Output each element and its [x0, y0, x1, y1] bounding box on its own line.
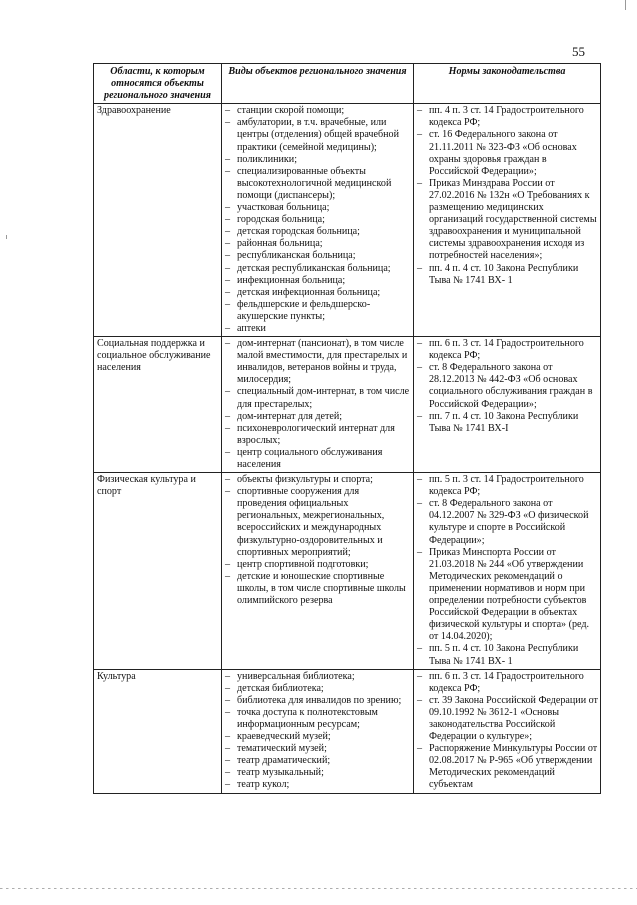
legal-norm-item: – Распоряжение Минкультуры России от 02.08.2017 № Р-965 «Об утверждении Методических рекомендаций субъектам	[417, 743, 598, 791]
object-type-item: – аптеки	[225, 323, 411, 335]
object-types-list	[225, 338, 411, 471]
object-type-item: – детские и юношеские спортивные школы, в том числе спортивные школы олимпийского резерва	[225, 571, 411, 607]
object-type-item: – фельдшерские и фельдшерско-акушерские пункты;	[225, 299, 411, 323]
legal-norm-item: – Приказ Минздрава России от 27.02.2016 № 132н «О Требованиях к размещению медицинских организаций государственной системы здравоохранения и муниципальной системы здравоохранения исходя из потребностей населения»;	[417, 178, 598, 263]
legal-norm-item: – пп. 6 п. 3 ст. 14 Градостроительного кодекса РФ;	[417, 671, 598, 695]
scan-edge-mark	[625, 0, 626, 10]
legal-norms-list	[417, 338, 598, 435]
object-type-item: – библиотека для инвалидов по зрению;	[225, 695, 411, 707]
legal-norm-item: – Приказ Минспорта России от 21.03.2018 № 244 «Об утверждении Методических рекомендаций о применении нормативов и норм при определении потребности субъектов Российской Федерации в объектах физической культуры и спорта» (ред. от 14.04.2020);	[417, 547, 598, 644]
row-healthcare	[94, 104, 601, 337]
object-type-item: – центр спортивной подготовки;	[225, 559, 411, 571]
legal-norm-item: – ст. 39 Закона Российской Федерации от 09.10.1992 № 3612-1 «Основы законодательства Российской Федерации о культуре»;	[417, 695, 598, 743]
object-type-item: – станции скорой помощи;	[225, 105, 411, 117]
object-types-cell	[222, 337, 414, 473]
object-type-item: – точка доступа к полнотекстовым информационным ресурсам;	[225, 707, 411, 731]
object-type-item: – поликлиники;	[225, 154, 411, 166]
object-type-item: – амбулатории, в т.ч. врачебные, или центры (отделения) общей врачебной практики (семейной медицины);	[225, 117, 411, 153]
legal-norm-item: – пп. 4 п. 3 ст. 14 Градостроительного кодекса РФ;	[417, 105, 598, 129]
object-types-cell	[222, 669, 414, 793]
object-types-list	[225, 474, 411, 607]
scan-edge-mark	[6, 235, 7, 239]
legal-norms-list	[417, 105, 598, 286]
object-type-item: – детская городская больница;	[225, 226, 411, 238]
object-type-item: – спортивные сооружения для проведения официальных региональных, межрегиональных, всероссийских и международных физкультурно-оздоровительных и спортивных мероприятий;	[225, 486, 411, 559]
page-number: 55	[572, 44, 585, 59]
row-physical-culture	[94, 473, 601, 670]
object-type-item: – инфекционная больница;	[225, 275, 411, 287]
object-type-item: – психоневрологический интернат для взрослых;	[225, 423, 411, 447]
object-type-item: – детская республиканская больница;	[225, 263, 411, 275]
object-type-item: – детская библиотека;	[225, 683, 411, 695]
legal-norm-item: – пп. 5 п. 3 ст. 14 Градостроительного кодекса РФ;	[417, 474, 598, 498]
legal-norm-item: – пп. 7 п. 4 ст. 10 Закона Республики Тыва № 1741 ВХ-I	[417, 411, 598, 435]
legal-norms-cell	[414, 337, 601, 473]
object-type-item: – специализированные объекты высокотехнологичной медицинской помощи (диспансеры);	[225, 166, 411, 202]
object-type-item: – детская инфекционная больница;	[225, 287, 411, 299]
table-body	[94, 104, 601, 793]
legal-norm-item: – ст. 8 Федерального закона от 28.12.2013 № 442-ФЗ «Об основах социального обслуживания граждан в Российской Федерации»;	[417, 362, 598, 410]
header-object-types: Виды объектов регионального значения	[222, 64, 414, 104]
legal-norm-item: – пп. 6 п. 3 ст. 14 Градостроительного кодекса РФ;	[417, 338, 598, 362]
row-culture	[94, 669, 601, 793]
object-type-item: – районная больница;	[225, 238, 411, 250]
table-header-row	[94, 64, 601, 104]
regional-objects-table	[93, 63, 601, 794]
object-type-item: – тематический музей;	[225, 743, 411, 755]
area-cell: Социальная поддержка и социальное обслуживание населения	[94, 337, 222, 473]
legal-norms-cell	[414, 473, 601, 670]
row-social-support	[94, 337, 601, 473]
legal-norm-item: – ст. 16 Федерального закона от 21.11.2011 № 323-ФЗ «Об основах охраны здоровья граждан в Российской Федерации»;	[417, 129, 598, 177]
object-type-item: – дом-интернат (пансионат), в том числе малой вместимости, для престарелых и инвалидов, ветеранов войны и труда, милосердия;	[225, 338, 411, 386]
header-areas: Области, к которым относятся объекты регионального значения	[94, 64, 222, 104]
object-type-item: – объекты физкультуры и спорта;	[225, 474, 411, 486]
area-cell: Здравоохранение	[94, 104, 222, 337]
object-types-cell	[222, 104, 414, 337]
legal-norm-item: – пп. 4 п. 4 ст. 10 Закона Республики Тыва № 1741 ВХ- 1	[417, 263, 598, 287]
object-type-item: – универсальная библиотека;	[225, 671, 411, 683]
object-type-item: – театр кукол;	[225, 779, 411, 791]
object-types-list	[225, 105, 411, 335]
legal-norms-cell	[414, 669, 601, 793]
object-type-item: – театр музыкальный;	[225, 767, 411, 779]
legal-norms-list	[417, 474, 598, 668]
scan-edge-artifact	[0, 885, 637, 893]
legal-norms-cell	[414, 104, 601, 337]
legal-norms-list	[417, 671, 598, 792]
area-cell: Культура	[94, 669, 222, 793]
legal-norm-item: – ст. 8 Федерального закона от 04.12.2007 № 329-ФЗ «О физической культуре и спорте в Российской Федерации»;	[417, 498, 598, 546]
object-type-item: – участковая больница;	[225, 202, 411, 214]
header-legal-norms: Нормы законодательства	[414, 64, 601, 104]
legal-norm-item: – пп. 5 п. 4 ст. 10 Закона Республики Тыва № 1741 ВХ- 1	[417, 643, 598, 667]
object-type-item: – театр драматический;	[225, 755, 411, 767]
object-types-cell	[222, 473, 414, 670]
object-type-item: – краеведческий музей;	[225, 731, 411, 743]
object-type-item: – республиканская больница;	[225, 250, 411, 262]
area-cell: Физическая культура и спорт	[94, 473, 222, 670]
object-type-item: – городская больница;	[225, 214, 411, 226]
object-type-item: – специальный дом-интернат, в том числе для престарелых;	[225, 386, 411, 410]
object-type-item: – дом-интернат для детей;	[225, 411, 411, 423]
object-types-list	[225, 671, 411, 792]
object-type-item: – центр социального обслуживания населения	[225, 447, 411, 471]
